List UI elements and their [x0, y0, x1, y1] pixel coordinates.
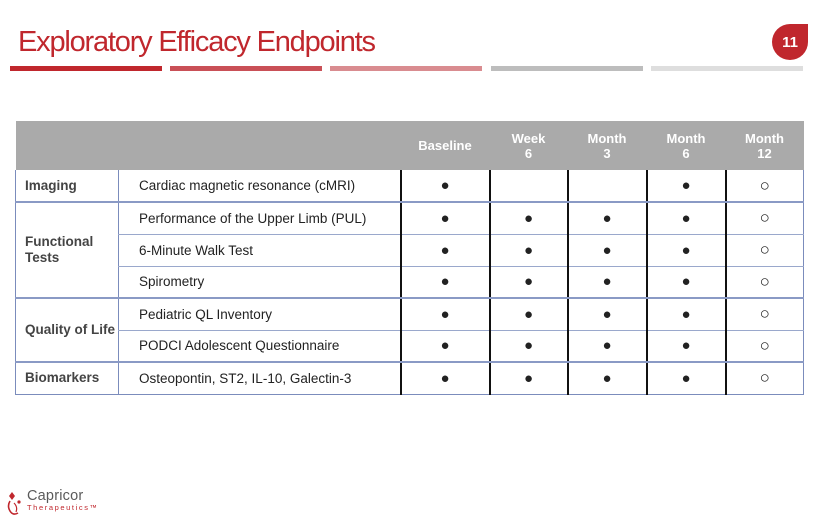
filled-dot-icon: ● — [490, 298, 568, 330]
column-header-line: Week — [511, 130, 546, 146]
filled-dot-icon: ● — [647, 170, 726, 202]
column-header-line: 3 — [603, 145, 611, 161]
hollow-circle-icon: ○ — [726, 362, 804, 394]
filled-dot-icon: ● — [401, 266, 490, 298]
empty-cell — [490, 170, 568, 202]
hollow-circle-icon: ○ — [726, 298, 804, 330]
column-header — [568, 121, 647, 170]
accent-bar — [330, 66, 482, 71]
filled-dot-icon: ● — [401, 362, 490, 394]
filled-dot-icon: ● — [568, 298, 647, 330]
accent-bar — [491, 66, 643, 71]
endpoint-label: Spirometry — [119, 266, 401, 298]
logo-text — [27, 490, 99, 514]
table-body — [16, 170, 804, 394]
column-header-line: 6 — [682, 145, 690, 161]
filled-dot-icon: ● — [568, 202, 647, 234]
endpoint-label: Osteopontin, ST2, IL-10, Galectin-3 — [119, 362, 401, 394]
table-row — [16, 234, 804, 266]
filled-dot-icon: ● — [401, 234, 490, 266]
filled-dot-icon: ● — [568, 330, 647, 362]
category-label: Functional Tests — [16, 202, 119, 298]
capricor-logo-icon — [6, 490, 24, 520]
filled-dot-icon: ● — [401, 202, 490, 234]
header-blank-cell — [16, 121, 119, 170]
accent-bar — [170, 66, 322, 71]
hollow-circle-icon: ○ — [726, 266, 804, 298]
accent-bar — [651, 66, 803, 71]
logo-subtitle: Therapeutics™ — [27, 503, 99, 512]
hollow-circle-icon: ○ — [726, 170, 804, 202]
filled-dot-icon: ● — [568, 362, 647, 394]
filled-dot-icon: ● — [647, 362, 726, 394]
filled-dot-icon: ● — [490, 266, 568, 298]
page-number-badge: 11 — [772, 24, 808, 60]
filled-dot-icon: ● — [490, 234, 568, 266]
slide-title: Exploratory Efficacy Endpoints — [18, 26, 375, 58]
column-header-line: 12 — [757, 145, 772, 161]
column-header-line: Month — [666, 130, 706, 146]
empty-cell — [568, 170, 647, 202]
filled-dot-icon: ● — [401, 330, 490, 362]
filled-dot-icon: ● — [568, 266, 647, 298]
endpoint-label: Cardiac magnetic resonance (cMRI) — [119, 170, 401, 202]
category-label: Biomarkers — [16, 362, 119, 394]
company-logo — [6, 490, 99, 520]
endpoints-table — [15, 121, 804, 395]
category-label: Quality of Life — [16, 298, 119, 362]
filled-dot-icon: ● — [490, 202, 568, 234]
table-row — [16, 202, 804, 234]
filled-dot-icon: ● — [490, 330, 568, 362]
table-row — [16, 266, 804, 298]
table-row — [16, 298, 804, 330]
accent-bar — [10, 66, 162, 71]
column-header — [726, 121, 804, 170]
table-row — [16, 362, 804, 394]
table-row — [16, 330, 804, 362]
logo-name: Capricor — [27, 488, 84, 504]
endpoint-label: Performance of the Upper Limb (PUL) — [119, 202, 401, 234]
filled-dot-icon: ● — [490, 362, 568, 394]
filled-dot-icon: ● — [401, 170, 490, 202]
table-row — [16, 170, 804, 202]
header-blank-cell — [119, 121, 401, 170]
column-header-line: Month — [587, 130, 627, 146]
column-header: Baseline — [401, 121, 490, 170]
filled-dot-icon: ● — [647, 234, 726, 266]
filled-dot-icon: ● — [647, 330, 726, 362]
filled-dot-icon: ● — [568, 234, 647, 266]
endpoints-table-wrapper — [15, 121, 803, 395]
endpoint-label: Pediatric QL Inventory — [119, 298, 401, 330]
filled-dot-icon: ● — [647, 266, 726, 298]
hollow-circle-icon: ○ — [726, 202, 804, 234]
filled-dot-icon: ● — [647, 202, 726, 234]
column-header — [647, 121, 726, 170]
filled-dot-icon: ● — [401, 298, 490, 330]
endpoint-label: PODCI Adolescent Questionnaire — [119, 330, 401, 362]
hollow-circle-icon: ○ — [726, 234, 804, 266]
filled-dot-icon: ● — [647, 298, 726, 330]
endpoint-label: 6-Minute Walk Test — [119, 234, 401, 266]
table-header-row — [16, 121, 804, 170]
header-accent-bars — [10, 66, 807, 71]
column-header — [490, 121, 568, 170]
hollow-circle-icon: ○ — [726, 330, 804, 362]
column-header-line: 6 — [524, 145, 533, 161]
column-header-line: Month — [745, 130, 784, 146]
category-label: Imaging — [16, 170, 119, 202]
